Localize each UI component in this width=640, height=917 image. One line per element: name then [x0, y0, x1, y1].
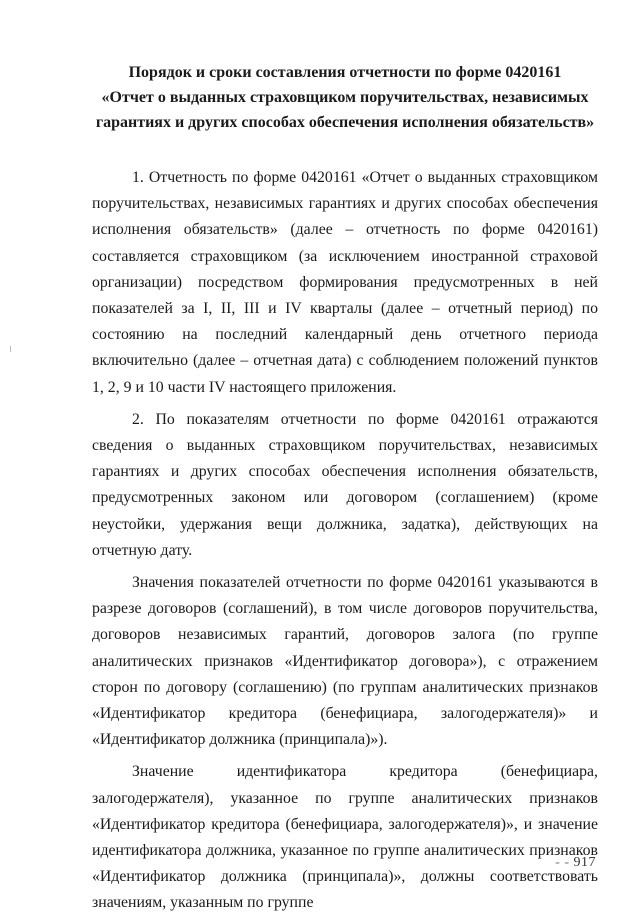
- title-line-1: Порядок и сроки составления отчетности по форме 0420161: [128, 64, 562, 81]
- title-line-3: гарантиях и других способах обеспечения исполнения обязательств»: [95, 114, 595, 131]
- page-number-mark: - -: [555, 855, 570, 870]
- page-number: [555, 855, 596, 871]
- page-number-value: 917: [573, 855, 596, 870]
- paragraph-2: 2. По показателям отчетности по форме 0420161 отражаются сведения о выданных страховщиком поручительствах, независимых гарантиях и других способах обеспечения исполнения обязательств, предусмотренных законом или договором (соглашением) (кроме неустойки, удержания вещи должника, задатка), действующих на отчетную дату.: [92, 410, 598, 559]
- document-title: [92, 60, 598, 135]
- paragraph-4: Значение идентификатора кредитора (бенефициара, залогодержателя), указанное по группе аналитических признаков «Идентификатор кредитора (бенефициара, залогодержателя)», и значение идентификатора должника, указанное по группе аналитических признаков «Идентификатор должника (принципала)», должны соответствовать значениям, указанным по группе: [92, 763, 598, 912]
- title-line-2: «Отчет о выданных страховщиком поручительствах, независимых: [101, 89, 589, 106]
- paragraph-3: Значения показателей отчетности по форме 0420161 указываются в разрезе договоров (соглашений), в том числе договоров поручительства, договоров независимых гарантий, договоров залога (по группе аналитических признаков «Идентификатор договора»), с отражением сторон по договору (соглашению) (по группам аналитических признаков «Идентификатор кредитора (бенефициара, залогодержателя)» и «Идентификатор должника (принципала)»).: [92, 574, 598, 749]
- margin-mark: [10, 346, 11, 352]
- document-body: [92, 165, 598, 917]
- paragraph-1: 1. Отчетность по форме 0420161 «Отчет о выданных страховщиком поручительствах, независимых гарантиях и других способах обеспечения исполнения обязательств» (далее – отчетность по форме 0420161) составляется страховщиком (за исключением иностранной страховой организации) посредством формирования предусмотренных в ней показателей за I, II, III и IV кварталы (далее – отчетный период) по состоянию на последний календарный день отчетного периода включительно (далее – отчетная дата) с соблюдением положений пунктов 1, 2, 9 и 10 части IV настоящего приложения.: [92, 169, 598, 396]
